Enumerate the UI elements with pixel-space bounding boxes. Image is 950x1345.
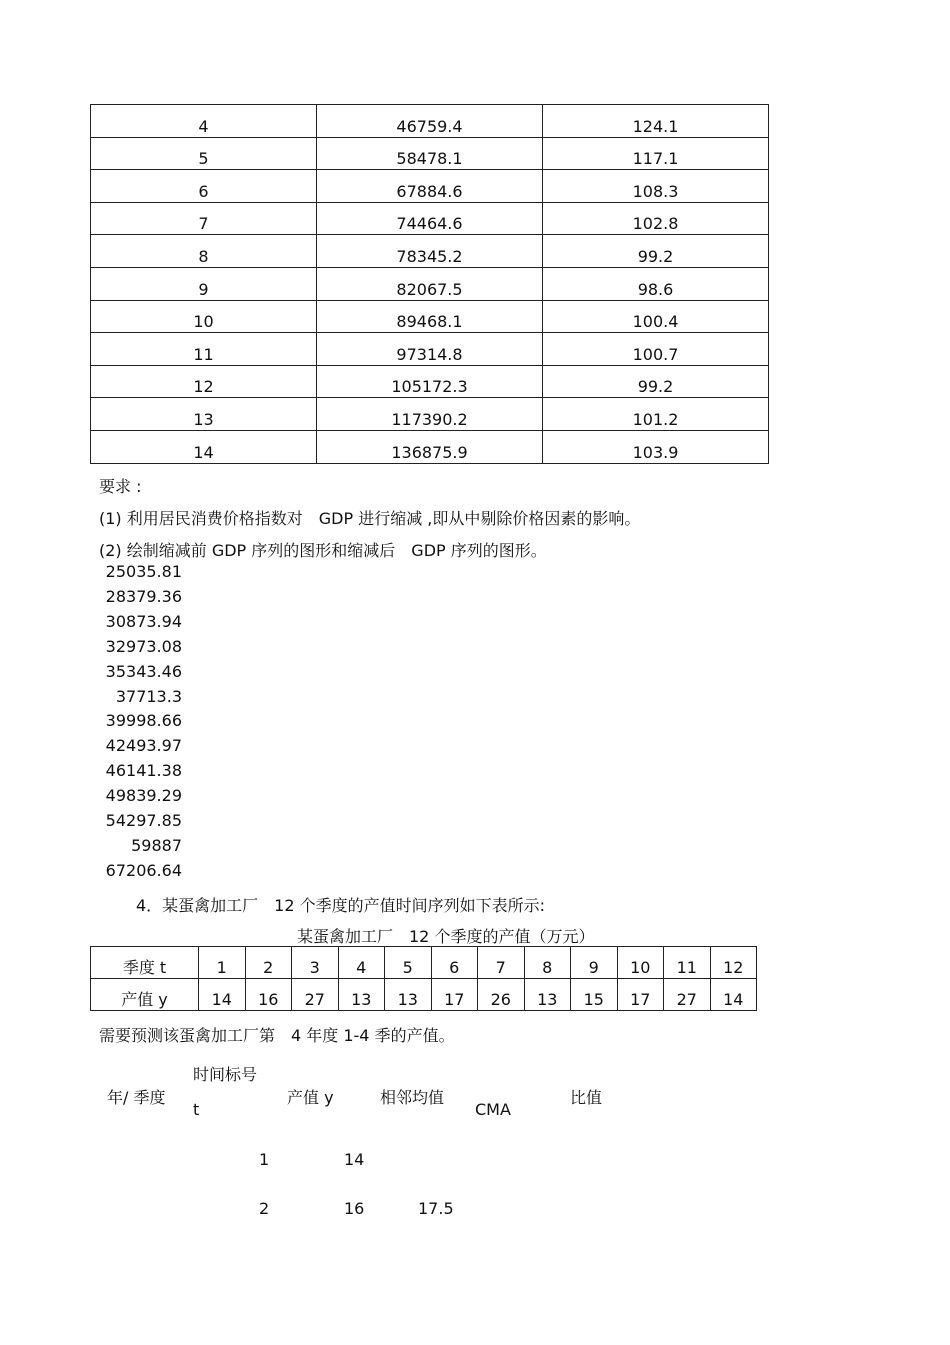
gdp-cell: 136875.9	[317, 430, 543, 463]
deflated-value: 54297.85	[105, 811, 182, 830]
output-cell: 14	[710, 979, 757, 1011]
year-cell: 9	[91, 267, 317, 300]
output-cell: 15	[571, 979, 618, 1011]
output-cell: 16	[245, 979, 292, 1011]
quarter-cell: 11	[664, 947, 711, 979]
quarter-cell: 12	[710, 947, 757, 979]
quarter-header: 季度 t	[91, 947, 199, 979]
quarter-cell: 3	[292, 947, 339, 979]
table-row	[91, 235, 769, 268]
gdp-cell: 105172.3	[317, 365, 543, 398]
deflated-value: 59887	[131, 835, 182, 855]
year-cell: 14	[91, 430, 317, 463]
calc-row-2-ma: 17.5	[418, 1199, 454, 1218]
cpi-cell: 99.2	[543, 235, 769, 268]
cpi-cell: 99.2	[543, 365, 769, 398]
calc-row-2-t: 2	[259, 1199, 270, 1218]
gdp-table	[90, 104, 769, 464]
quarter-cell: 1	[199, 947, 246, 979]
problem-4-intro: 4．某蛋禽加工厂 12 个季度的产值时间序列如下表所示:	[136, 896, 546, 915]
year-cell: 7	[91, 202, 317, 235]
quarter-cell: 2	[245, 947, 292, 979]
gdp-cell: 58478.1	[317, 137, 543, 170]
cpi-cell: 117.1	[543, 137, 769, 170]
deflated-value: 67206.64	[105, 860, 182, 880]
table-row	[91, 202, 769, 235]
requirements-heading: 要求 :	[99, 477, 142, 496]
quarter-cell: 6	[431, 947, 478, 979]
output-cell: 27	[664, 979, 711, 1011]
output-cell: 17	[431, 979, 478, 1011]
table-row	[91, 137, 769, 170]
output-cell: 17	[617, 979, 664, 1011]
year-cell: 4	[91, 105, 317, 138]
deflated-value: 42493.97	[105, 736, 182, 756]
calc-row-2-y: 16	[344, 1199, 365, 1218]
quarter-cell: 7	[478, 947, 525, 979]
output-row	[91, 979, 757, 1011]
year-cell: 10	[91, 300, 317, 333]
col-ratio: 比值	[570, 1088, 603, 1107]
table-row	[91, 430, 769, 463]
quarter-cell: 5	[385, 947, 432, 979]
year-cell: 12	[91, 365, 317, 398]
table-row	[91, 300, 769, 333]
gdp-cell: 89468.1	[317, 300, 543, 333]
output-header: 产值 y	[91, 979, 199, 1011]
gdp-cell: 46759.4	[317, 105, 543, 138]
col-moving-average: 相邻均值	[380, 1088, 445, 1107]
year-cell: 8	[91, 235, 317, 268]
deflated-value: 49839.29	[105, 786, 182, 806]
col-time-index-t: t	[193, 1100, 200, 1119]
year-cell: 11	[91, 333, 317, 366]
col-output-y: 产值 y	[287, 1088, 334, 1107]
table-row	[91, 267, 769, 300]
deflated-value: 32973.08	[105, 636, 182, 656]
cpi-cell: 100.7	[543, 333, 769, 366]
quarter-cell: 9	[571, 947, 618, 979]
quarter-cell: 8	[524, 947, 571, 979]
year-cell: 6	[91, 170, 317, 203]
table-row	[91, 105, 769, 138]
output-cell: 13	[338, 979, 385, 1011]
deflated-value: 35343.46	[105, 661, 182, 681]
forecast-task: 需要预测该蛋禽加工厂第 4 年度 1-4 季的产值。	[99, 1026, 455, 1045]
deflated-value: 46141.38	[105, 761, 182, 781]
output-cell: 13	[385, 979, 432, 1011]
deflated-value: 30873.94	[105, 611, 182, 631]
cpi-cell: 124.1	[543, 105, 769, 138]
gdp-cell: 78345.2	[317, 235, 543, 268]
calc-row-1-y: 14	[344, 1150, 365, 1169]
col-time-index: 时间标号	[193, 1065, 258, 1084]
gdp-cell: 82067.5	[317, 267, 543, 300]
calc-row-1-t: 1	[259, 1150, 270, 1169]
output-cell: 14	[199, 979, 246, 1011]
gdp-cell: 67884.6	[317, 170, 543, 203]
deflated-value: 37713.3	[115, 686, 182, 706]
cpi-cell: 98.6	[543, 267, 769, 300]
col-year-quarter: 年/ 季度	[107, 1088, 166, 1107]
table-row	[91, 333, 769, 366]
cpi-cell: 100.4	[543, 300, 769, 333]
output-cell: 13	[524, 979, 571, 1011]
cpi-cell: 101.2	[543, 398, 769, 431]
table-row	[91, 398, 769, 431]
table-row	[91, 170, 769, 203]
year-cell: 13	[91, 398, 317, 431]
deflated-value: 28379.36	[105, 586, 182, 606]
quarter-row	[91, 947, 757, 979]
gdp-cell: 97314.8	[317, 333, 543, 366]
quarter-cell: 10	[617, 947, 664, 979]
quarterly-output-table	[90, 946, 757, 1011]
col-cma: CMA	[475, 1100, 511, 1119]
cpi-cell: 108.3	[543, 170, 769, 203]
output-cell: 27	[292, 979, 339, 1011]
output-table-title: 某蛋禽加工厂 12 个季度的产值（万元）	[297, 927, 595, 946]
table-row	[91, 365, 769, 398]
quarter-cell: 4	[338, 947, 385, 979]
year-cell: 5	[91, 137, 317, 170]
gdp-cell: 74464.6	[317, 202, 543, 235]
gdp-cell: 117390.2	[317, 398, 543, 431]
cpi-cell: 103.9	[543, 430, 769, 463]
requirement-1: (1) 利用居民消费价格指数对 GDP 进行缩减 ,即从中剔除价格因素的影响。	[99, 509, 641, 528]
cpi-cell: 102.8	[543, 202, 769, 235]
deflated-value: 39998.66	[105, 711, 182, 731]
output-cell: 26	[478, 979, 525, 1011]
deflated-value: 25035.81	[105, 562, 182, 581]
requirement-2: (2) 绘制缩减前 GDP 序列的图形和缩减后 GDP 序列的图形。	[99, 541, 547, 560]
